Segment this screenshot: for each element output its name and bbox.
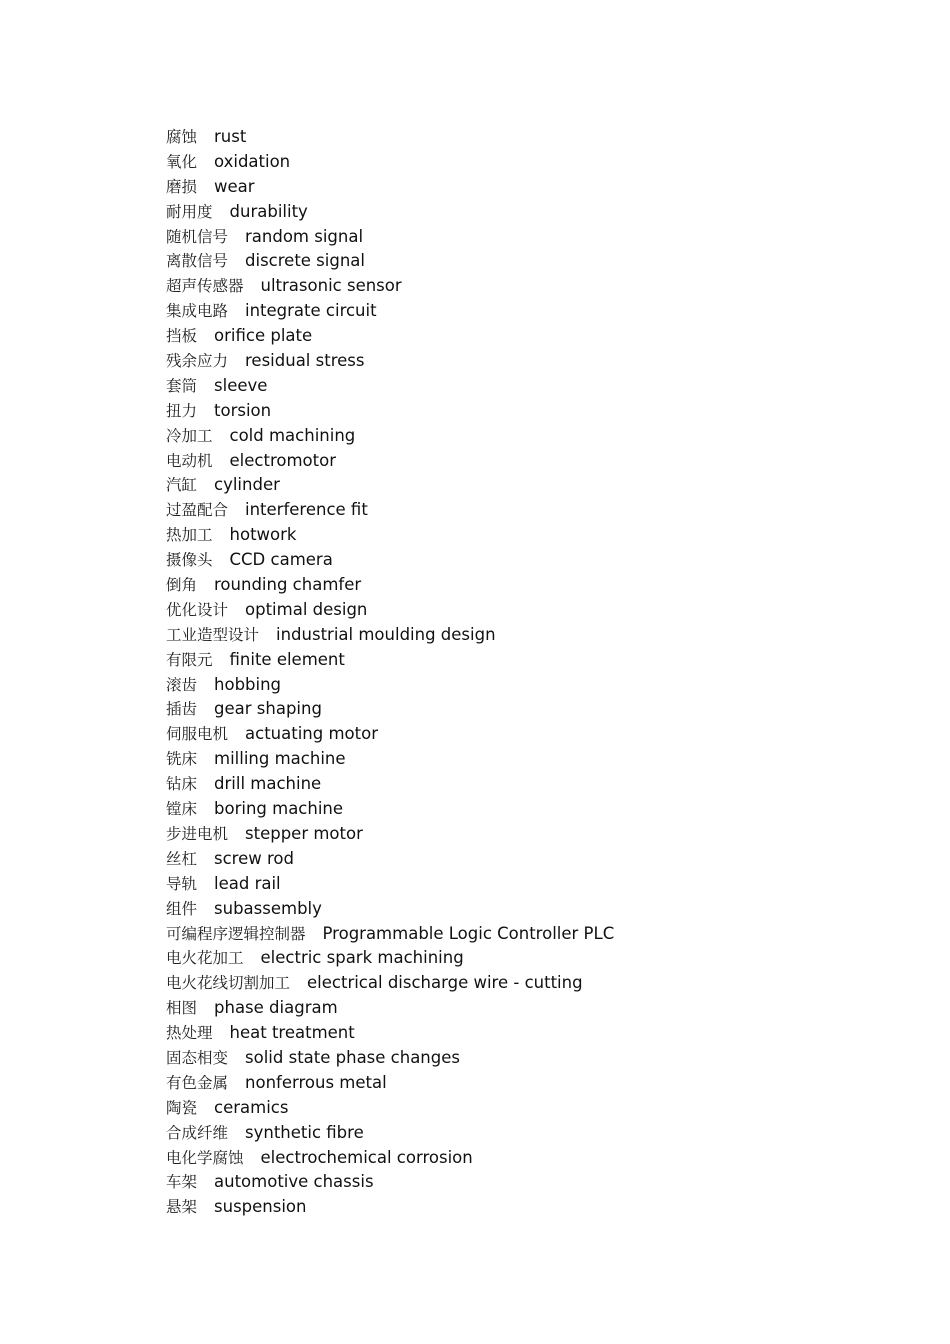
glossary-entry xyxy=(166,1096,614,1121)
glossary-entry xyxy=(166,946,614,971)
glossary-entry xyxy=(166,722,614,747)
chinese-term: 组件 xyxy=(166,899,198,918)
glossary-entry xyxy=(166,498,614,523)
glossary-entry xyxy=(166,822,614,847)
english-term: optimal design xyxy=(245,599,368,619)
glossary-entry xyxy=(166,150,614,175)
glossary-list xyxy=(166,125,614,1220)
english-term: cylinder xyxy=(214,475,280,495)
glossary-entry xyxy=(166,1146,614,1171)
chinese-term: 步进电机 xyxy=(166,824,229,843)
english-term: sleeve xyxy=(214,375,268,395)
glossary-entry xyxy=(166,1046,614,1071)
glossary-entry xyxy=(166,897,614,922)
english-term: suspension xyxy=(214,1197,307,1217)
chinese-term: 工业造型设计 xyxy=(166,625,260,644)
english-term: electrochemical corrosion xyxy=(260,1147,473,1167)
chinese-term: 集成电路 xyxy=(166,302,229,321)
glossary-entry xyxy=(166,274,614,299)
english-term: residual stress xyxy=(245,351,365,371)
glossary-entry xyxy=(166,1170,614,1195)
glossary-entry xyxy=(166,225,614,250)
chinese-term: 扭力 xyxy=(166,401,198,420)
chinese-term: 固态相变 xyxy=(166,1048,229,1067)
chinese-term: 电火花线切割加工 xyxy=(166,974,291,993)
english-term: rust xyxy=(214,127,247,146)
glossary-entry xyxy=(166,673,614,698)
chinese-term: 插齿 xyxy=(166,700,198,719)
glossary-entry xyxy=(166,573,614,598)
english-term: synthetic fibre xyxy=(245,1122,364,1142)
english-term: subassembly xyxy=(214,898,322,918)
glossary-entry xyxy=(166,324,614,349)
glossary-entry xyxy=(166,697,614,722)
english-term: orifice plate xyxy=(214,326,313,346)
chinese-term: 镗床 xyxy=(166,800,198,819)
glossary-entry xyxy=(166,1071,614,1096)
chinese-term: 摄像头 xyxy=(166,551,213,570)
chinese-term: 导轨 xyxy=(166,874,198,893)
english-term: oxidation xyxy=(214,151,291,171)
english-term: durability xyxy=(229,201,308,221)
english-term: Programmable Logic Controller PLC xyxy=(322,923,615,943)
glossary-entry xyxy=(166,996,614,1021)
chinese-term: 残余应力 xyxy=(166,352,229,371)
chinese-term: 氧化 xyxy=(166,152,198,171)
chinese-term: 随机信号 xyxy=(166,227,229,246)
chinese-term: 陶瓷 xyxy=(166,1098,198,1117)
english-term: random signal xyxy=(245,226,364,246)
english-term: nonferrous metal xyxy=(245,1072,387,1092)
chinese-term: 滚齿 xyxy=(166,675,198,694)
glossary-entry xyxy=(166,449,614,474)
chinese-term: 可编程序逻辑控制器 xyxy=(166,924,306,943)
english-term: gear shaping xyxy=(214,699,322,719)
glossary-entry xyxy=(166,971,614,996)
glossary-entry xyxy=(166,1021,614,1046)
english-term: CCD camera xyxy=(229,550,333,570)
english-term: wear xyxy=(214,176,255,196)
chinese-term: 耐用度 xyxy=(166,202,213,221)
english-term: ceramics xyxy=(214,1097,289,1117)
english-term: solid state phase changes xyxy=(245,1047,460,1067)
english-term: milling machine xyxy=(214,749,346,769)
glossary-entry xyxy=(166,847,614,872)
glossary-entry xyxy=(166,424,614,449)
chinese-term: 优化设计 xyxy=(166,600,229,619)
english-term: lead rail xyxy=(214,873,281,893)
chinese-term: 汽缸 xyxy=(166,476,198,495)
english-term: industrial moulding design xyxy=(276,624,496,644)
english-term: finite element xyxy=(229,649,345,669)
glossary-entry xyxy=(166,249,614,274)
chinese-term: 相图 xyxy=(166,999,198,1018)
glossary-entry xyxy=(166,772,614,797)
chinese-term: 挡板 xyxy=(166,327,198,346)
chinese-term: 钻床 xyxy=(166,775,198,794)
english-term: hobbing xyxy=(214,674,282,694)
glossary-entry xyxy=(166,548,614,573)
chinese-term: 电动机 xyxy=(166,451,213,470)
english-term: phase diagram xyxy=(214,998,338,1018)
english-term: cold machining xyxy=(229,425,356,445)
chinese-term: 磨损 xyxy=(166,177,198,196)
chinese-term: 有色金属 xyxy=(166,1073,229,1092)
glossary-entry xyxy=(166,623,614,648)
english-term: discrete signal xyxy=(245,251,365,271)
chinese-term: 丝杠 xyxy=(166,849,198,868)
chinese-term: 倒角 xyxy=(166,576,198,595)
english-term: ultrasonic sensor xyxy=(260,276,402,296)
english-term: automotive chassis xyxy=(214,1172,374,1192)
glossary-entry xyxy=(166,175,614,200)
glossary-entry xyxy=(166,299,614,324)
english-term: interference fit xyxy=(245,500,368,520)
glossary-entry xyxy=(166,399,614,424)
glossary-entry xyxy=(166,1121,614,1146)
glossary-entry xyxy=(166,648,614,673)
glossary-entry xyxy=(166,872,614,897)
glossary-entry xyxy=(166,747,614,772)
chinese-term: 腐蚀 xyxy=(166,128,198,146)
glossary-entry xyxy=(166,200,614,225)
english-term: rounding chamfer xyxy=(214,575,362,595)
english-term: stepper motor xyxy=(245,823,363,843)
glossary-entry xyxy=(166,473,614,498)
glossary-entry xyxy=(166,349,614,374)
chinese-term: 电火花加工 xyxy=(166,949,244,968)
chinese-term: 冷加工 xyxy=(166,426,213,445)
glossary-entry xyxy=(166,374,614,399)
chinese-term: 伺服电机 xyxy=(166,725,229,744)
chinese-term: 有限元 xyxy=(166,650,213,669)
chinese-term: 悬架 xyxy=(166,1198,198,1217)
english-term: electric spark machining xyxy=(260,948,464,968)
english-term: integrate circuit xyxy=(245,301,377,321)
chinese-term: 套筒 xyxy=(166,376,198,395)
chinese-term: 铣床 xyxy=(166,750,198,769)
english-term: screw rod xyxy=(214,848,294,868)
chinese-term: 离散信号 xyxy=(166,252,229,271)
chinese-term: 车架 xyxy=(166,1173,198,1192)
glossary-entry xyxy=(166,523,614,548)
chinese-term: 热处理 xyxy=(166,1024,213,1043)
glossary-entry xyxy=(166,125,614,150)
glossary-entry xyxy=(166,598,614,623)
chinese-term: 热加工 xyxy=(166,526,213,545)
english-term: boring machine xyxy=(214,799,344,819)
glossary-entry xyxy=(166,797,614,822)
english-term: heat treatment xyxy=(229,1023,355,1043)
chinese-term: 电化学腐蚀 xyxy=(166,1148,244,1167)
english-term: electromotor xyxy=(229,450,336,470)
chinese-term: 合成纤维 xyxy=(166,1123,229,1142)
english-term: electrical discharge wire - cutting xyxy=(307,973,583,993)
glossary-entry xyxy=(166,1195,614,1220)
english-term: actuating motor xyxy=(245,724,378,744)
english-term: drill machine xyxy=(214,774,322,794)
english-term: hotwork xyxy=(229,525,297,545)
english-term: torsion xyxy=(214,400,272,420)
glossary-entry xyxy=(166,922,614,947)
chinese-term: 超声传感器 xyxy=(166,277,244,296)
chinese-term: 过盈配合 xyxy=(166,501,229,520)
